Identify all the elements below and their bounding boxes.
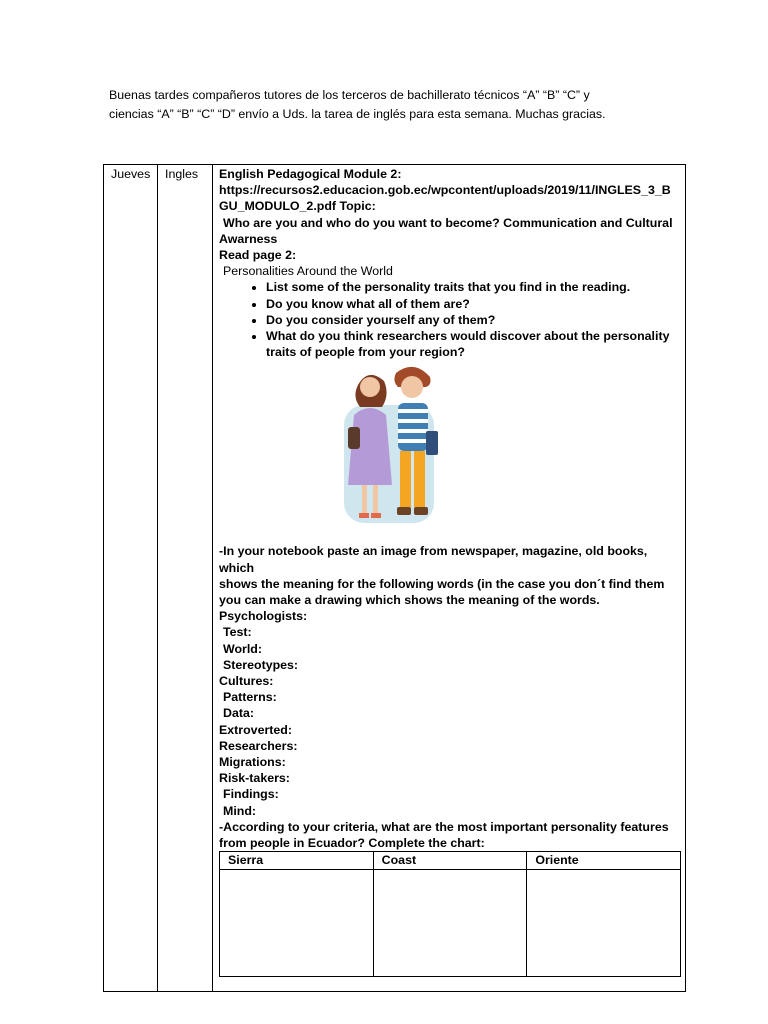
day-cell	[104, 165, 158, 992]
chart-cell-oriente[interactable]	[527, 869, 681, 976]
list-item: Researchers:	[219, 738, 298, 753]
subject-label: Ingles	[165, 167, 199, 181]
list-item: Extroverted:	[219, 722, 292, 737]
day-label: Jueves	[111, 167, 151, 181]
reading-title: Personalities Around the World	[223, 264, 393, 279]
intro-line-2: ciencias “A” “B” “C” “D” envío a Uds. la tarea de inglés para esta semana. Muchas gracias.	[109, 107, 606, 121]
chart-header-sierra: Sierra	[220, 852, 374, 869]
list-item: Migrations:	[219, 755, 286, 770]
instructions-line-1: -In your notebook paste an image from newspaper, magazine, old books, which	[219, 544, 648, 575]
list-item: Risk-takers:	[219, 771, 290, 786]
module-url-line-1[interactable]: https://recursos2.educacion.gob.ec/wpcontent/uploads/2019/11/INGLES_3_B	[219, 183, 671, 198]
students-illustration	[340, 365, 460, 530]
list-item: Patterns:	[223, 690, 277, 705]
chart-header-coast: Coast	[373, 852, 527, 869]
list-item: Test:	[223, 625, 252, 640]
table-row	[220, 852, 681, 869]
list-item: • Do you know what all of them are?	[266, 296, 679, 312]
list-item: Psychologists:	[219, 609, 308, 624]
subject-cell	[158, 165, 213, 992]
intro-text	[109, 86, 709, 124]
table-row	[220, 869, 681, 976]
instructions-line-3: you can make a drawing which shows the meaning of the words.	[219, 593, 600, 608]
intro-line-1: Buenas tardes compañeros tutores de los terceros de bachillerato técnicos “A” “B” “C” y	[109, 88, 590, 102]
content-cell	[213, 165, 686, 992]
list-item: Findings:	[223, 787, 279, 802]
list-item: Mind:	[223, 803, 257, 818]
instructions-line-2: shows the meaning for the following words (in the case you don´t find them	[219, 576, 665, 591]
list-item: Cultures:	[219, 674, 274, 689]
word-list	[219, 608, 679, 819]
topic-line-2: Awarness	[219, 231, 278, 246]
illustration	[219, 365, 679, 535]
table-row	[104, 165, 686, 992]
module-url-line-2: GU_MODULO_2.pdf Topic:	[219, 199, 376, 214]
list-item: World:	[223, 641, 262, 656]
list-item: • What do you think researchers would discover about the personality traits of people from your region?	[266, 328, 679, 360]
list-item: Data:	[223, 706, 254, 721]
homework-table	[103, 164, 686, 992]
topic-line-1: Who are you and who do you want to become? Communication and Cultural	[223, 215, 673, 230]
chart-cell-coast[interactable]	[373, 869, 527, 976]
criteria-line-1: -According to your criteria, what are the most important personality features	[219, 819, 669, 834]
ecuador-chart	[219, 851, 681, 976]
list-item: Stereotypes:	[223, 657, 299, 672]
question-list	[219, 279, 679, 360]
chart-header-oriente: Oriente	[527, 852, 681, 869]
module-title: English Pedagogical Module 2:	[219, 167, 402, 181]
read-instruction: Read page 2:	[219, 248, 297, 263]
criteria-line-2: from people in Ecuador? Complete the chart:	[219, 836, 485, 851]
chart-cell-sierra[interactable]	[220, 869, 374, 976]
list-item: • List some of the personality traits that you find in the reading.	[266, 279, 679, 295]
list-item: • Do you consider yourself any of them?	[266, 312, 679, 328]
